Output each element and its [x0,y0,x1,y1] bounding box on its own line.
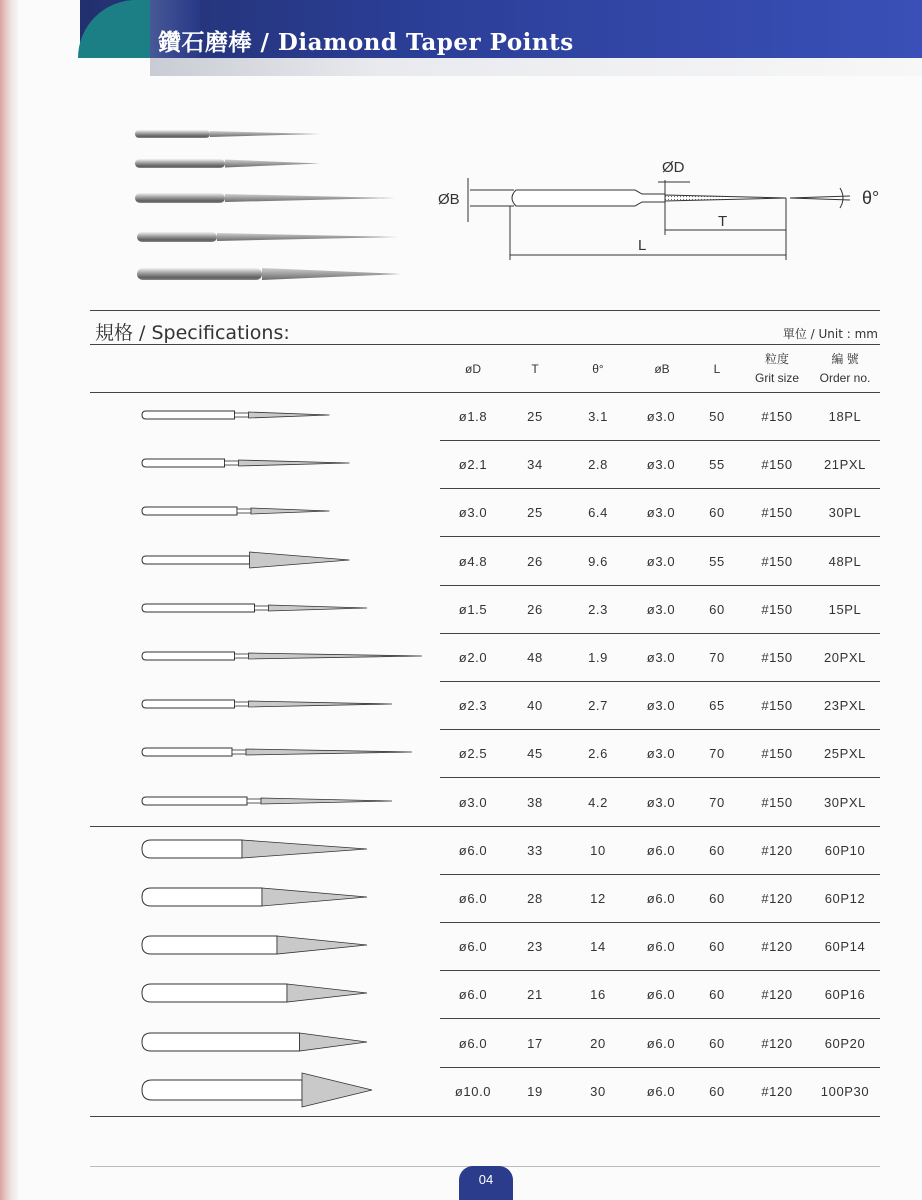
cell-b: ø3.0 [646,650,676,665]
table-row [90,393,880,441]
spec-top-rule [90,310,880,311]
tool-tip [302,1073,372,1107]
photo-tool-2 [135,159,320,168]
tool-shank [142,936,277,954]
cell-order: 48PL [828,553,862,569]
col-grit [746,350,808,388]
cell-order: 60P20 [824,1035,866,1051]
cell-d: ø6.0 [458,842,488,858]
cell-order: 21PXL [823,457,867,473]
cell-t: 26 [527,553,543,569]
cell-t: 26 [527,601,543,617]
tool-drawing [90,923,430,971]
cell-theta: 9.6 [588,553,608,569]
tool-neck [232,750,246,754]
cell-theta: 3.1 [588,409,608,424]
cell-t: 25 [527,505,543,521]
cell-t: 48 [527,650,543,665]
tool-drawing [90,779,430,827]
cell-grit: #120 [761,842,793,858]
diagram-label-t: T [718,213,728,230]
cell-theta: 4.2 [588,794,608,810]
cell-theta: 2.8 [588,457,608,473]
cell-l: 60 [709,505,725,521]
cell-grit: #120 [761,987,793,1003]
tool-drawing [90,682,430,730]
tool-tip [242,840,367,858]
tool-tip [250,552,350,568]
cell-t: 25 [527,409,543,424]
col-l: L [713,362,721,376]
cell-b: ø3.0 [646,794,676,810]
tool-tip [262,888,367,906]
cell-d: ø3.0 [458,794,488,810]
table-row [90,441,880,489]
tool-drawing [90,875,430,923]
cell-d: ø6.0 [458,1035,488,1051]
tool-shank [142,411,235,419]
col-order [812,350,878,388]
tool-drawing [90,971,430,1019]
dimension-diagram [430,150,900,270]
tool-neck [237,509,251,513]
cell-t: 21 [527,987,543,1003]
cell-order: 23PXL [823,698,867,714]
cell-theta: 30 [590,1083,606,1099]
cell-order: 25PXL [823,746,867,762]
cell-b: ø3.0 [646,409,676,424]
table-row [90,489,880,537]
page-number: 04 [459,1166,513,1200]
table-row [90,875,880,923]
cell-b: ø3.0 [646,505,676,521]
tool-shank [142,840,242,858]
cell-order: 30PL [828,505,862,521]
table-row [90,779,880,827]
tool-tip [269,605,368,611]
cell-d: ø6.0 [458,987,488,1003]
cell-order: 60P14 [824,939,866,955]
cell-d: ø2.0 [458,650,488,665]
cell-t: 28 [527,891,543,906]
cell-l: 65 [709,698,725,714]
tool-shank [142,652,235,660]
tool-drawing [90,393,430,441]
cell-b: ø6.0 [646,939,676,955]
tool-drawing [90,634,430,682]
cell-t: 23 [527,939,543,955]
table-row [90,923,880,971]
cell-t: 33 [527,842,543,858]
tool-neck [235,654,249,658]
product-photo [125,118,415,288]
col-d: øD [465,362,481,376]
cell-t: 45 [527,746,543,762]
diagram-label-l: L [638,237,647,254]
tool-shank [142,748,232,756]
cell-grit: #150 [761,553,793,569]
photo-tool-3 [135,193,395,203]
cell-grit: #150 [761,794,793,810]
cell-order: 15PL [828,601,862,617]
cell-t: 38 [527,794,543,810]
cell-theta: 12 [590,891,606,906]
cell-order: 100P30 [820,1083,870,1099]
cell-grit: #150 [761,650,793,665]
tool-drawing [90,586,430,634]
spec-title: 規格 / Specifications: [95,322,290,344]
tool-tip [249,653,423,659]
cell-grit: #150 [761,505,793,521]
tool-shank [142,700,235,708]
cell-d: ø2.3 [458,698,488,714]
tool-tip [300,1033,368,1051]
col-grit-zh: 粒度 [764,352,789,366]
page-title: 鑽石磨棒 / Diamond Taper Points [158,29,574,56]
cell-grit: #120 [761,891,793,906]
cell-theta: 6.4 [588,505,608,521]
page-edge [0,0,18,1200]
photo-tool-5 [137,268,401,280]
tool-drawing [90,827,430,875]
cell-l: 60 [709,891,725,906]
col-grit-en: Grit size [754,371,799,385]
tool-shank [142,888,262,906]
cell-grit: #150 [761,601,793,617]
cell-d: ø6.0 [458,939,488,955]
cell-b: ø3.0 [646,746,676,762]
cell-l: 55 [709,457,725,473]
cell-d: ø4.8 [458,553,488,569]
cell-d: ø2.1 [458,457,488,473]
spec-header-rule [90,344,880,345]
cell-b: ø6.0 [646,987,676,1003]
cell-theta: 14 [590,939,606,955]
tool-drawing [90,441,430,489]
tool-tip [249,701,393,707]
table-row [90,827,880,875]
cell-order: 20PXL [823,650,867,665]
tool-neck [225,461,239,465]
tool-tip [249,412,330,418]
cell-l: 50 [709,409,725,424]
cell-b: ø3.0 [646,698,676,714]
cell-b: ø3.0 [646,553,676,569]
cell-b: ø6.0 [646,1083,676,1099]
unit-label: 單位 / Unit : mm [782,327,878,341]
cell-l: 70 [709,746,725,762]
diagram-label-theta: θ° [862,188,880,208]
cell-b: ø6.0 [646,891,676,906]
cell-order: 60P10 [824,842,866,858]
tool-tip [251,508,330,514]
cell-grit: #120 [761,939,793,955]
tool-neck [235,702,249,706]
tool-tip [246,749,412,755]
cell-b: ø6.0 [646,1035,676,1051]
cell-l: 70 [709,650,725,665]
cell-t: 34 [527,457,543,473]
cell-grit: #150 [761,409,793,424]
cell-b: ø6.0 [646,842,676,858]
cell-d: ø3.0 [458,505,488,521]
cell-l: 60 [709,842,725,858]
cell-theta: 2.3 [588,601,608,617]
table-row [90,1068,880,1116]
col-theta: θ° [592,362,604,376]
diagram-label-d: ØD [662,159,685,176]
cell-t: 17 [527,1035,543,1051]
cell-t: 40 [527,698,543,714]
tool-neck [255,606,269,610]
cell-l: 55 [709,553,725,569]
cell-order: 60P12 [824,891,866,906]
cell-l: 60 [709,1083,725,1099]
tool-shank [142,1033,300,1051]
tool-tip [287,984,367,1002]
cell-theta: 20 [590,1035,606,1051]
cell-theta: 10 [590,842,606,858]
col-t: T [531,362,539,376]
header-underline [150,58,922,76]
table-row [90,1020,880,1068]
cell-l: 60 [709,939,725,955]
cell-d: ø10.0 [454,1083,492,1099]
table-row [90,538,880,586]
tool-drawing [90,1020,430,1068]
cell-theta: 2.7 [588,698,608,714]
cell-l: 60 [709,1035,725,1051]
cell-d: ø1.5 [458,601,488,617]
cell-l: 60 [709,601,725,617]
tool-tip [261,798,392,804]
cell-order: 30PXL [823,794,867,810]
cell-order: 60P16 [824,987,866,1003]
cell-l: 60 [709,987,725,1003]
spec-bottom-rule [90,1116,880,1117]
cell-grit: #150 [761,457,793,473]
cell-b: ø3.0 [646,457,676,473]
tool-neck [247,799,261,803]
photo-tool-1 [135,130,320,138]
diagram-label-b: ØB [438,191,460,208]
table-row [90,586,880,634]
cell-grit: #150 [761,746,793,762]
tool-shank [142,797,247,805]
cell-order: 18PL [828,409,862,424]
col-order-zh: 編 號 [831,352,859,366]
cell-b: ø3.0 [646,601,676,617]
tool-shank [142,604,255,612]
cell-theta: 2.6 [588,746,608,762]
tool-tip [277,936,367,954]
cell-theta: 16 [590,987,606,1003]
tool-shank [142,984,287,1002]
tool-shank [142,459,225,467]
col-b: øB [654,362,670,376]
tool-shank [142,507,237,515]
cell-grit: #120 [761,1083,793,1099]
cell-l: 70 [709,794,725,810]
table-row [90,682,880,730]
cell-t: 19 [527,1083,543,1099]
table-row [90,971,880,1019]
cell-theta: 1.9 [588,650,608,665]
tool-tip [239,460,350,466]
cell-d: ø1.8 [458,409,488,424]
tool-drawing [90,1068,430,1116]
tool-neck [235,413,249,417]
cell-grit: #150 [761,698,793,714]
tool-shank [142,1080,302,1100]
tool-drawing [90,538,430,586]
tool-shank [142,556,250,564]
table-row [90,730,880,778]
cell-d: ø6.0 [458,891,488,906]
tool-drawing [90,730,430,778]
table-row [90,634,880,682]
cell-grit: #120 [761,1035,793,1051]
cell-d: ø2.5 [458,746,488,762]
col-order-en: Order no. [819,371,871,385]
photo-tool-4 [137,232,398,242]
tool-drawing [90,489,430,537]
